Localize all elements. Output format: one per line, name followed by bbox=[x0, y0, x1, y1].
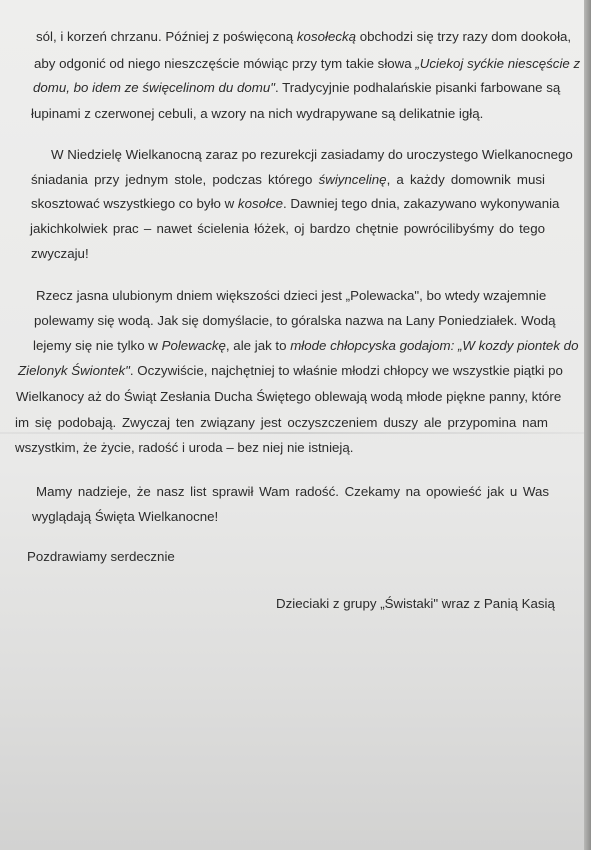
text-line: łupinami z czerwonej cebuli, a wzory na nich wydrapywane są delikatnie igłą. bbox=[31, 106, 484, 121]
text-line: im się podobają. Zwyczaj ten związany jest oczyszczeniem duszy ale przypomina nam bbox=[15, 415, 548, 430]
text-line: W Niedzielę Wielkanocną zaraz po rezurekcji zasiadamy do uroczystego Wielkanocnego bbox=[51, 147, 573, 162]
text-line: sól, i korzeń chrzanu. Później z poświęconą kosołecką obchodzi się trzy razy dom dookoła, bbox=[36, 29, 572, 44]
text-line: polewamy się wodą. Jak się domyślacie, to góralska nazwa na Lany Poniedziałek. Wodą bbox=[34, 313, 556, 328]
text-line: lejemy się nie tylko w Polewackę, ale jak to młode chłopcyska godajom: „W kozdy piontek do bbox=[33, 338, 579, 353]
text-line: domu, bo idem ze święcelinom du domu". Tradycyjnie podhalańskie pisanki farbowane są bbox=[33, 80, 561, 95]
page-edge-shadow bbox=[584, 0, 591, 850]
text-line: śniadania przy jednym stole, podczas którego świyncelinę, a każdy domownik musi bbox=[31, 172, 545, 187]
text-line: wyglądają Święta Wielkanocne! bbox=[32, 509, 219, 524]
closing-line: Pozdrawiamy serdecznie bbox=[27, 549, 175, 564]
text-line: aby odgonić od niego nieszczęście mówiąc przy tym takie słowa „Uciekoj syćkie niescęście z bbox=[34, 56, 581, 71]
text-line: skosztować wszystkiego co było w kosołce. Dawniej tego dnia, zakazywano wykonywania bbox=[31, 196, 560, 211]
text-line: zwyczaju! bbox=[31, 246, 89, 261]
text-line: Wielkanocy aż do Świąt Zesłania Ducha Świętego oblewają wodą młode piękne panny, które bbox=[16, 389, 562, 404]
signature-line: Dzieciaki z grupy „Świstaki" wraz z Panią Kasią bbox=[276, 596, 555, 611]
text-line: Rzecz jasna ulubionym dniem większości dzieci jest „Polewacka", bo wtedy wzajemnie bbox=[36, 288, 547, 303]
text-line: Mamy nadzieje, że nasz list sprawił Wam radość. Czekamy na opowieść jak u Was bbox=[36, 484, 549, 499]
text-line: wszystkim, że życie, radość i uroda – bez niej nie istnieją. bbox=[15, 440, 354, 455]
paper-fold bbox=[0, 432, 584, 434]
text-line: jakichkolwiek prac – nawet ścielenia łóżek, oj bardzo chętnie powrócilibyśmy do tego bbox=[30, 221, 545, 236]
text-line: Zielonyk Świontek". Oczywiście, najchętniej to właśnie młodzi chłopcy we wszystkie piątki po bbox=[18, 363, 563, 378]
